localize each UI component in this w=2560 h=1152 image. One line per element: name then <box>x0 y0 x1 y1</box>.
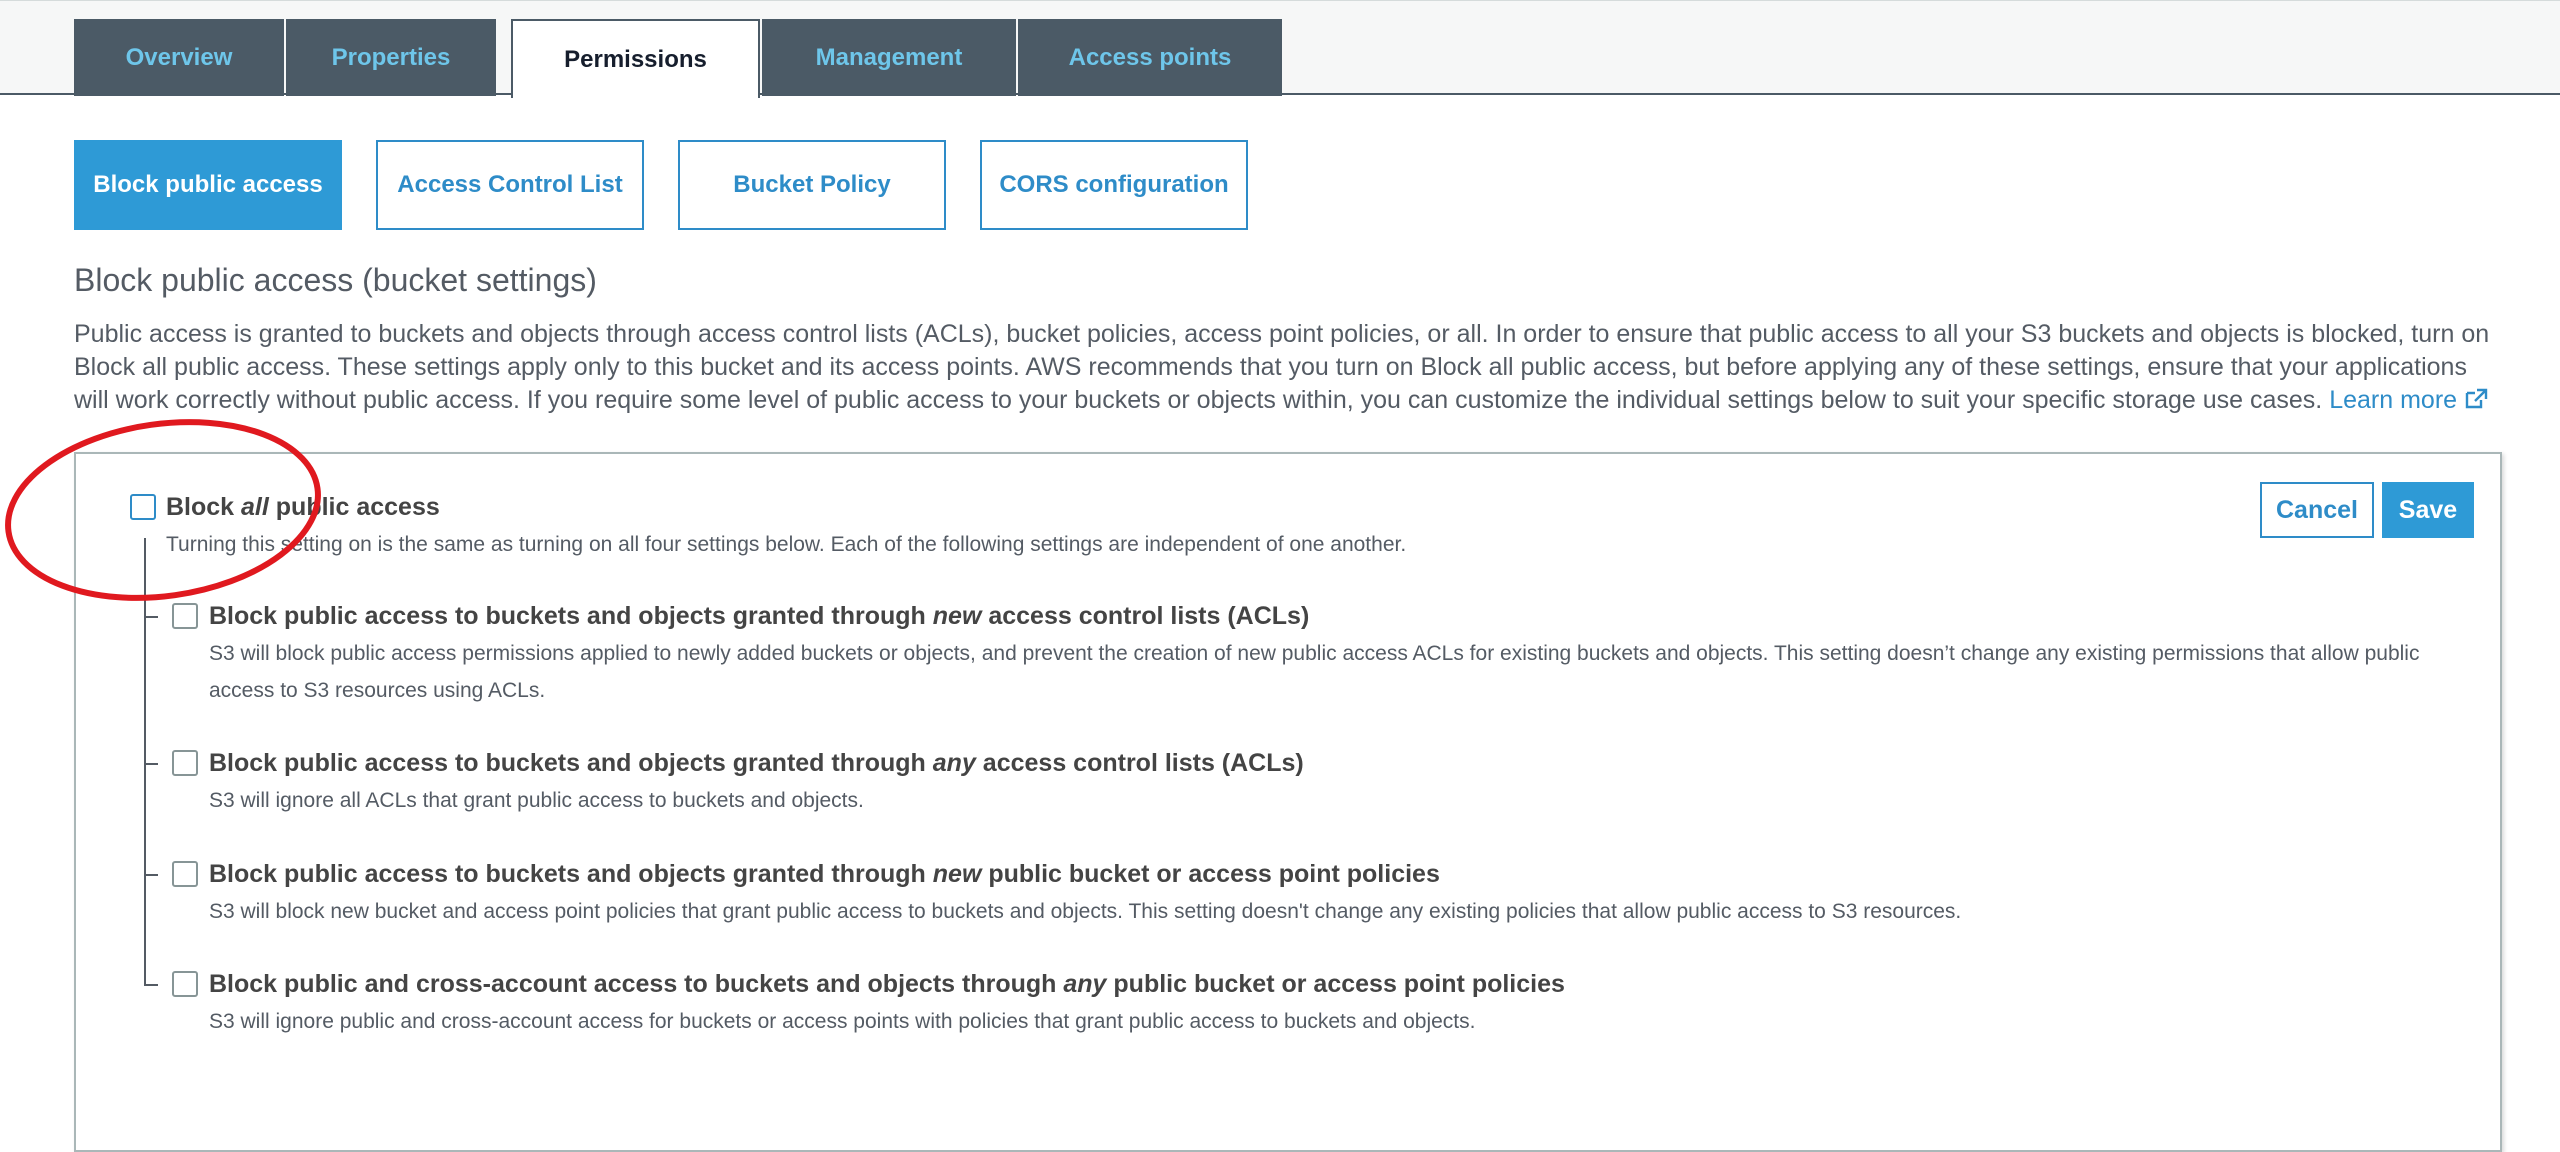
external-link-icon <box>2464 388 2488 410</box>
subtab-block-public-access[interactable]: Block public access <box>74 140 342 230</box>
annotation-circle <box>0 410 340 610</box>
learn-more-link[interactable] <box>2329 386 2488 414</box>
tab-bar <box>0 0 2560 95</box>
option-new-policies-description: S3 will block new bucket and access point policies that grant public access to buckets and objects. This setting doesn't change any existing policies that allow public access to S3 resources. <box>209 900 1962 923</box>
subtab-access-control-list[interactable]: Access Control List <box>376 140 644 230</box>
option-new-policies-title: Block public access to buckets and objects granted through new public bucket or access point policies <box>209 860 1440 888</box>
option-new-acls-title: Block public access to buckets and objects granted through new access control lists (ACLs) <box>209 602 1310 630</box>
block-all-description: Turning this setting on is the same as turning on all four settings below. Each of the following settings are independent of one another. <box>166 533 1407 556</box>
learn-more-label: Learn more <box>2329 386 2458 414</box>
block-all-title: Block all public access <box>166 493 440 521</box>
option-new-acls-description: S3 will block public access permissions applied to newly added buckets or objects, and prevent the creation of new public access ACLs for existing buckets and objects. This setting doesn’t change any existing permissions that allow public access to S3 resources using ACLs. <box>209 642 2420 702</box>
tab-overview[interactable]: Overview <box>74 19 284 96</box>
tree-branch <box>144 763 158 765</box>
cancel-button[interactable]: Cancel <box>2260 482 2374 538</box>
option-any-acls-checkbox[interactable] <box>172 750 198 776</box>
save-button[interactable]: Save <box>2382 482 2474 538</box>
subtab-cors-configuration[interactable]: CORS configuration <box>980 140 1248 230</box>
section-title: Block public access (bucket settings) <box>74 262 597 298</box>
option-any-policies-checkbox[interactable] <box>172 971 198 997</box>
tab-properties[interactable]: Properties <box>286 19 496 96</box>
subtab-bucket-policy[interactable]: Bucket Policy <box>678 140 946 230</box>
option-any-policies-title: Block public and cross-account access to buckets and objects through any public bucket or access point policies <box>209 970 1565 998</box>
tree-branch <box>144 874 158 876</box>
description <box>74 318 2494 417</box>
tree-branch <box>144 616 158 618</box>
option-new-policies-checkbox[interactable] <box>172 861 198 887</box>
tab-permissions[interactable]: Permissions <box>511 19 760 98</box>
tab-management[interactable]: Management <box>762 19 1016 96</box>
tree-branch <box>144 984 158 986</box>
option-any-policies-description: S3 will ignore public and cross-account access for buckets or access points with policies that grant public access to buckets and objects. <box>209 1010 1476 1033</box>
option-any-acls-title: Block public access to buckets and objects granted through any access control lists (ACLs) <box>209 749 1304 777</box>
option-any-acls-description: S3 will ignore all ACLs that grant public access to buckets and objects. <box>209 789 864 812</box>
description-text: Public access is granted to buckets and objects through access control lists (ACLs), bucket policies, access point policies, or all. In order to ensure that public access to all your S3 buckets and objects is blocked, turn on Block all public access. These settings apply only to this bucket and its access points. AWS recommends that you turn on Block all public access, but before applying any of these settings, ensure that your applications will work correctly without public access. If you require some level of public access to your buckets or objects within, you can customize the individual settings below to suit your specific storage use cases. <box>74 320 2490 414</box>
tab-access-points[interactable]: Access points <box>1018 19 1282 96</box>
